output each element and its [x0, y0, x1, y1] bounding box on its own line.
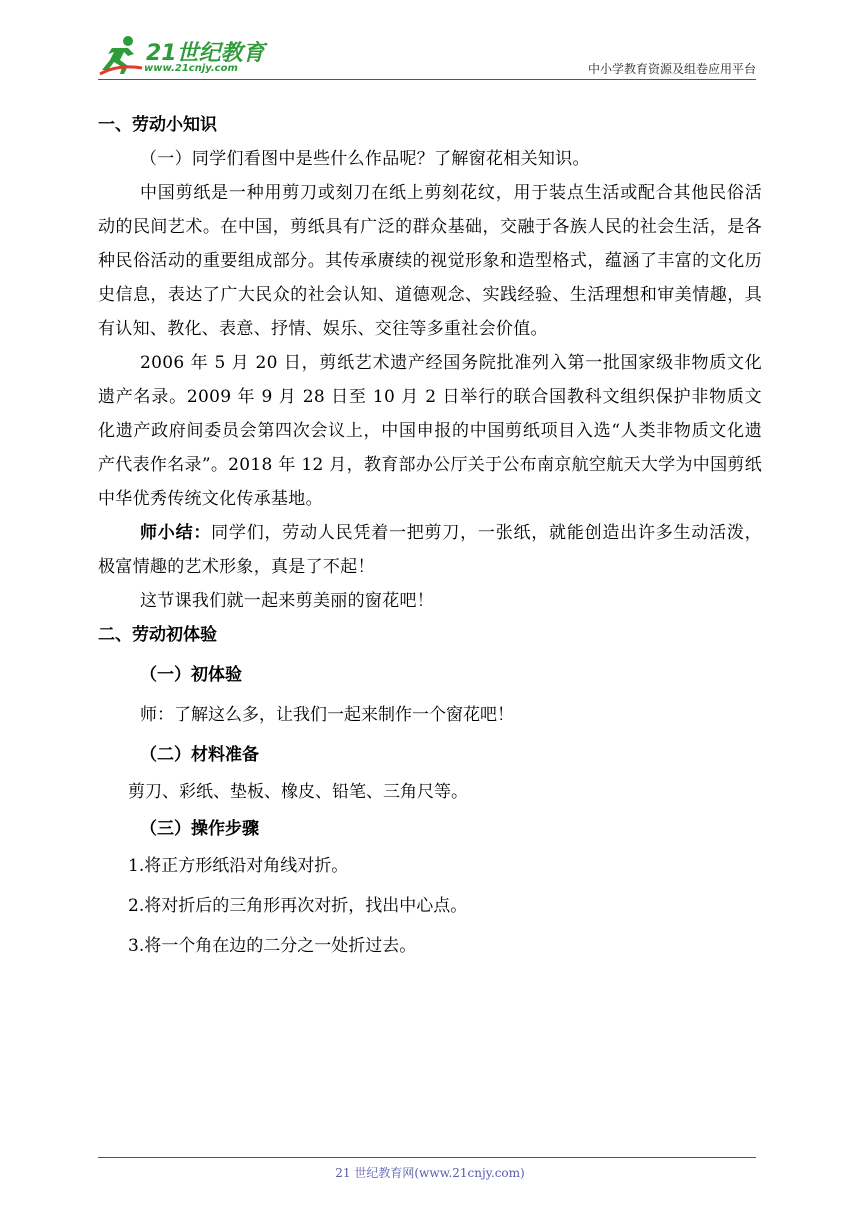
section-1-intro: （一）同学们看图中是些什么作品呢？了解窗花相关知识。 — [140, 149, 590, 169]
logo-brand-text: 21世纪教育 — [146, 41, 265, 66]
logo-url-text: www.21cnjy.com — [144, 63, 238, 74]
paragraph-papercut-intro: 中国剪纸是一种用剪刀或刻刀在纸上剪刻花纹，用于装点生活或配合其他民俗活动的民间艺术。在中国，剪纸具有广泛的群众基础，交融于各族人民的社会生活，是各种民俗活动的重要组成部分。其传承赓续的视觉形象和造型格式，蕴涵了丰富的文化历史信息，表达了广大民众的社会认知、道德观念、实践经验、生活理想和审美情趣，具有认知、教化、表意、抒情、娱乐、交往等多重社会价值。 — [98, 183, 762, 339]
section-title-1: 一、劳动小知识 — [98, 115, 217, 135]
teacher-summary — [98, 516, 762, 584]
runner-logo-icon — [98, 34, 144, 78]
materials-list: 剪刀、彩纸、垫板、橡皮、铅笔、三角尺等。 — [128, 782, 468, 802]
subsection-first-experience: （一）初体验 — [140, 665, 242, 685]
logo — [98, 32, 268, 78]
subsection-materials: （二）材料准备 — [140, 745, 259, 765]
footer-text: 21 世纪教育网(www.21cnjy.com) — [335, 1166, 525, 1180]
header-divider — [98, 79, 756, 80]
paragraph-lesson-goal: 这节课我们就一起来剪美丽的窗花吧！ — [140, 591, 435, 611]
teacher-line: 师：了解这么多，让我们一起来制作一个窗花吧！ — [140, 705, 514, 725]
subsection-steps: （三）操作步骤 — [140, 819, 259, 839]
paragraph-heritage-history: 2006 年 5 月 20 日，剪纸艺术遗产经国务院批准列入第一批国家级非物质文化遗产名录。2009 年 9 月 28 日至 10 月 2 日举行的联合国教科文组织保护非物质文化遗产政府间委员会第四次会议上，中国申报的中国剪纸项目入选“人类非物质文化遗产代表作名录”。2018 年 12 月，教育部办公厅关于公布南京航空航天大学为中国剪纸中华优秀传统文化传承基地。 — [98, 353, 762, 509]
platform-name: 中小学教育资源及组卷应用平台 — [587, 62, 756, 76]
footer-divider — [98, 1157, 756, 1158]
page-header — [98, 32, 756, 80]
summary-text: 同学们，劳动人民凭着一把剪刀，一张纸，就能创造出许多生动活泼，极富情趣的艺术形象，真是了不起！ — [98, 523, 762, 577]
step-item: 1.将正方形纸沿对角线对折。 — [128, 856, 349, 876]
step-item: 2.将对折后的三角形再次对折，找出中心点。 — [128, 896, 468, 916]
summary-label: 师小结： — [140, 523, 212, 543]
document-body — [98, 108, 762, 966]
step-item: 3.将一个角在边的二分之一处折过去。 — [128, 936, 417, 956]
section-title-2: 二、劳动初体验 — [98, 625, 217, 645]
